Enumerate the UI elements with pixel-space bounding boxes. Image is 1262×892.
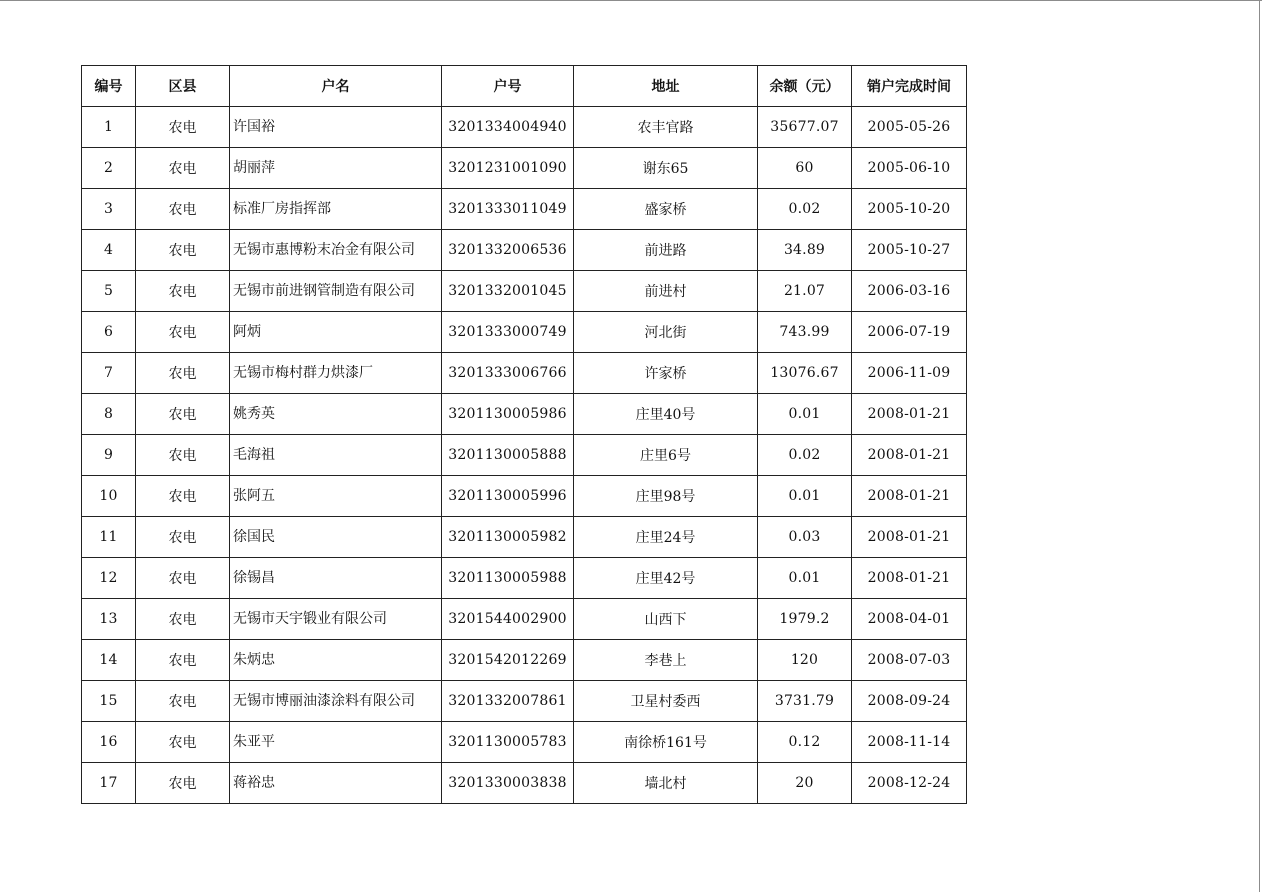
page-right-border <box>1259 0 1260 892</box>
table-row <box>82 681 967 722</box>
cell-id: 12 <box>82 558 136 599</box>
cell-date: 2005-05-26 <box>852 107 967 148</box>
cell-name: 许国裕 <box>230 107 442 148</box>
cell-date: 2006-11-09 <box>852 353 967 394</box>
cell-address: 盛家桥 <box>574 189 758 230</box>
cell-address: 山西下 <box>574 599 758 640</box>
cell-id: 15 <box>82 681 136 722</box>
cell-date: 2005-06-10 <box>852 148 967 189</box>
cell-balance: 34.89 <box>758 230 852 271</box>
page-top-border <box>0 0 1262 1</box>
cell-id: 8 <box>82 394 136 435</box>
cell-account: 3201130005982 <box>442 517 574 558</box>
cell-account: 3201130005783 <box>442 722 574 763</box>
cell-account: 3201231001090 <box>442 148 574 189</box>
cell-name: 朱炳忠 <box>230 640 442 681</box>
cell-date: 2005-10-20 <box>852 189 967 230</box>
cell-balance: 21.07 <box>758 271 852 312</box>
cell-id: 17 <box>82 763 136 804</box>
cell-district: 农电 <box>136 353 230 394</box>
cell-account: 3201130005888 <box>442 435 574 476</box>
cell-date: 2008-01-21 <box>852 517 967 558</box>
cell-balance: 35677.07 <box>758 107 852 148</box>
cell-name: 蒋裕忠 <box>230 763 442 804</box>
cell-balance: 120 <box>758 640 852 681</box>
cell-name: 徐国民 <box>230 517 442 558</box>
cell-account: 3201333000749 <box>442 312 574 353</box>
table-row <box>82 230 967 271</box>
cell-balance: 0.01 <box>758 394 852 435</box>
table-row <box>82 763 967 804</box>
header-district: 区县 <box>136 66 230 107</box>
cell-name: 张阿五 <box>230 476 442 517</box>
cell-address: 前进路 <box>574 230 758 271</box>
cell-date: 2008-01-21 <box>852 394 967 435</box>
cell-date: 2008-01-21 <box>852 558 967 599</box>
cell-address: 庄里40号 <box>574 394 758 435</box>
cell-name: 阿炳 <box>230 312 442 353</box>
cell-date: 2008-01-21 <box>852 435 967 476</box>
header-account: 户号 <box>442 66 574 107</box>
cell-name: 姚秀英 <box>230 394 442 435</box>
cell-district: 农电 <box>136 558 230 599</box>
table-row <box>82 271 967 312</box>
cell-balance: 20 <box>758 763 852 804</box>
cell-name: 无锡市博丽油漆涂料有限公司 <box>230 681 442 722</box>
cell-balance: 0.12 <box>758 722 852 763</box>
table-row <box>82 435 967 476</box>
cell-address: 卫星村委西 <box>574 681 758 722</box>
cell-date: 2008-09-24 <box>852 681 967 722</box>
table-row <box>82 640 967 681</box>
cell-date: 2008-11-14 <box>852 722 967 763</box>
cell-address: 李巷上 <box>574 640 758 681</box>
cell-district: 农电 <box>136 763 230 804</box>
table-body <box>82 107 967 804</box>
cell-address: 前进村 <box>574 271 758 312</box>
cell-account: 3201334004940 <box>442 107 574 148</box>
table-row <box>82 353 967 394</box>
cell-id: 16 <box>82 722 136 763</box>
cell-balance: 0.01 <box>758 558 852 599</box>
cell-address: 许家桥 <box>574 353 758 394</box>
cell-district: 农电 <box>136 271 230 312</box>
cell-name: 徐锡昌 <box>230 558 442 599</box>
cell-district: 农电 <box>136 681 230 722</box>
cell-date: 2006-03-16 <box>852 271 967 312</box>
cell-id: 9 <box>82 435 136 476</box>
cell-balance: 3731.79 <box>758 681 852 722</box>
cell-name: 胡丽萍 <box>230 148 442 189</box>
cell-balance: 13076.67 <box>758 353 852 394</box>
table-row <box>82 148 967 189</box>
cell-date: 2008-12-24 <box>852 763 967 804</box>
cell-date: 2005-10-27 <box>852 230 967 271</box>
cell-account: 3201130005988 <box>442 558 574 599</box>
cell-id: 1 <box>82 107 136 148</box>
cell-address: 庄里42号 <box>574 558 758 599</box>
account-closure-table <box>81 65 967 804</box>
table-row <box>82 599 967 640</box>
cell-account: 3201544002900 <box>442 599 574 640</box>
cell-district: 农电 <box>136 640 230 681</box>
header-balance: 余额（元） <box>758 66 852 107</box>
cell-district: 农电 <box>136 722 230 763</box>
table-header <box>82 66 967 107</box>
cell-balance: 60 <box>758 148 852 189</box>
table-row <box>82 189 967 230</box>
header-address: 地址 <box>574 66 758 107</box>
cell-district: 农电 <box>136 148 230 189</box>
cell-balance: 743.99 <box>758 312 852 353</box>
cell-district: 农电 <box>136 435 230 476</box>
cell-account: 3201330003838 <box>442 763 574 804</box>
cell-address: 南徐桥161号 <box>574 722 758 763</box>
cell-account: 3201332006536 <box>442 230 574 271</box>
cell-address: 农丰官路 <box>574 107 758 148</box>
cell-name: 无锡市前进钢管制造有限公司 <box>230 271 442 312</box>
cell-name: 无锡市惠博粉末冶金有限公司 <box>230 230 442 271</box>
table-row <box>82 722 967 763</box>
cell-name: 朱亚平 <box>230 722 442 763</box>
cell-id: 11 <box>82 517 136 558</box>
cell-date: 2008-01-21 <box>852 476 967 517</box>
cell-id: 13 <box>82 599 136 640</box>
cell-district: 农电 <box>136 599 230 640</box>
cell-district: 农电 <box>136 189 230 230</box>
cell-account: 3201130005986 <box>442 394 574 435</box>
cell-balance: 0.03 <box>758 517 852 558</box>
cell-date: 2008-04-01 <box>852 599 967 640</box>
cell-id: 7 <box>82 353 136 394</box>
cell-id: 14 <box>82 640 136 681</box>
cell-account: 3201130005996 <box>442 476 574 517</box>
header-row <box>82 66 967 107</box>
table-row <box>82 394 967 435</box>
table-row <box>82 558 967 599</box>
cell-balance: 0.01 <box>758 476 852 517</box>
cell-district: 农电 <box>136 394 230 435</box>
header-name: 户名 <box>230 66 442 107</box>
table-row <box>82 517 967 558</box>
cell-balance: 0.02 <box>758 435 852 476</box>
cell-name: 毛海祖 <box>230 435 442 476</box>
cell-name: 标准厂房指挥部 <box>230 189 442 230</box>
cell-district: 农电 <box>136 517 230 558</box>
cell-balance: 0.02 <box>758 189 852 230</box>
cell-id: 6 <box>82 312 136 353</box>
cell-account: 3201542012269 <box>442 640 574 681</box>
cell-id: 5 <box>82 271 136 312</box>
cell-account: 3201332001045 <box>442 271 574 312</box>
cell-id: 10 <box>82 476 136 517</box>
cell-id: 3 <box>82 189 136 230</box>
cell-address: 谢东65 <box>574 148 758 189</box>
cell-district: 农电 <box>136 230 230 271</box>
table-row <box>82 312 967 353</box>
cell-name: 无锡市梅村群力烘漆厂 <box>230 353 442 394</box>
cell-date: 2006-07-19 <box>852 312 967 353</box>
cell-id: 2 <box>82 148 136 189</box>
header-id: 编号 <box>82 66 136 107</box>
cell-account: 3201333011049 <box>442 189 574 230</box>
cell-district: 农电 <box>136 476 230 517</box>
cell-name: 无锡市天宇锻业有限公司 <box>230 599 442 640</box>
cell-address: 墙北村 <box>574 763 758 804</box>
cell-district: 农电 <box>136 312 230 353</box>
table-row <box>82 107 967 148</box>
cell-date: 2008-07-03 <box>852 640 967 681</box>
header-date: 销户完成时间 <box>852 66 967 107</box>
cell-id: 4 <box>82 230 136 271</box>
cell-address: 庄里98号 <box>574 476 758 517</box>
cell-address: 庄里6号 <box>574 435 758 476</box>
cell-balance: 1979.2 <box>758 599 852 640</box>
cell-account: 3201333006766 <box>442 353 574 394</box>
table-row <box>82 476 967 517</box>
cell-account: 3201332007861 <box>442 681 574 722</box>
cell-district: 农电 <box>136 107 230 148</box>
cell-address: 河北街 <box>574 312 758 353</box>
cell-address: 庄里24号 <box>574 517 758 558</box>
